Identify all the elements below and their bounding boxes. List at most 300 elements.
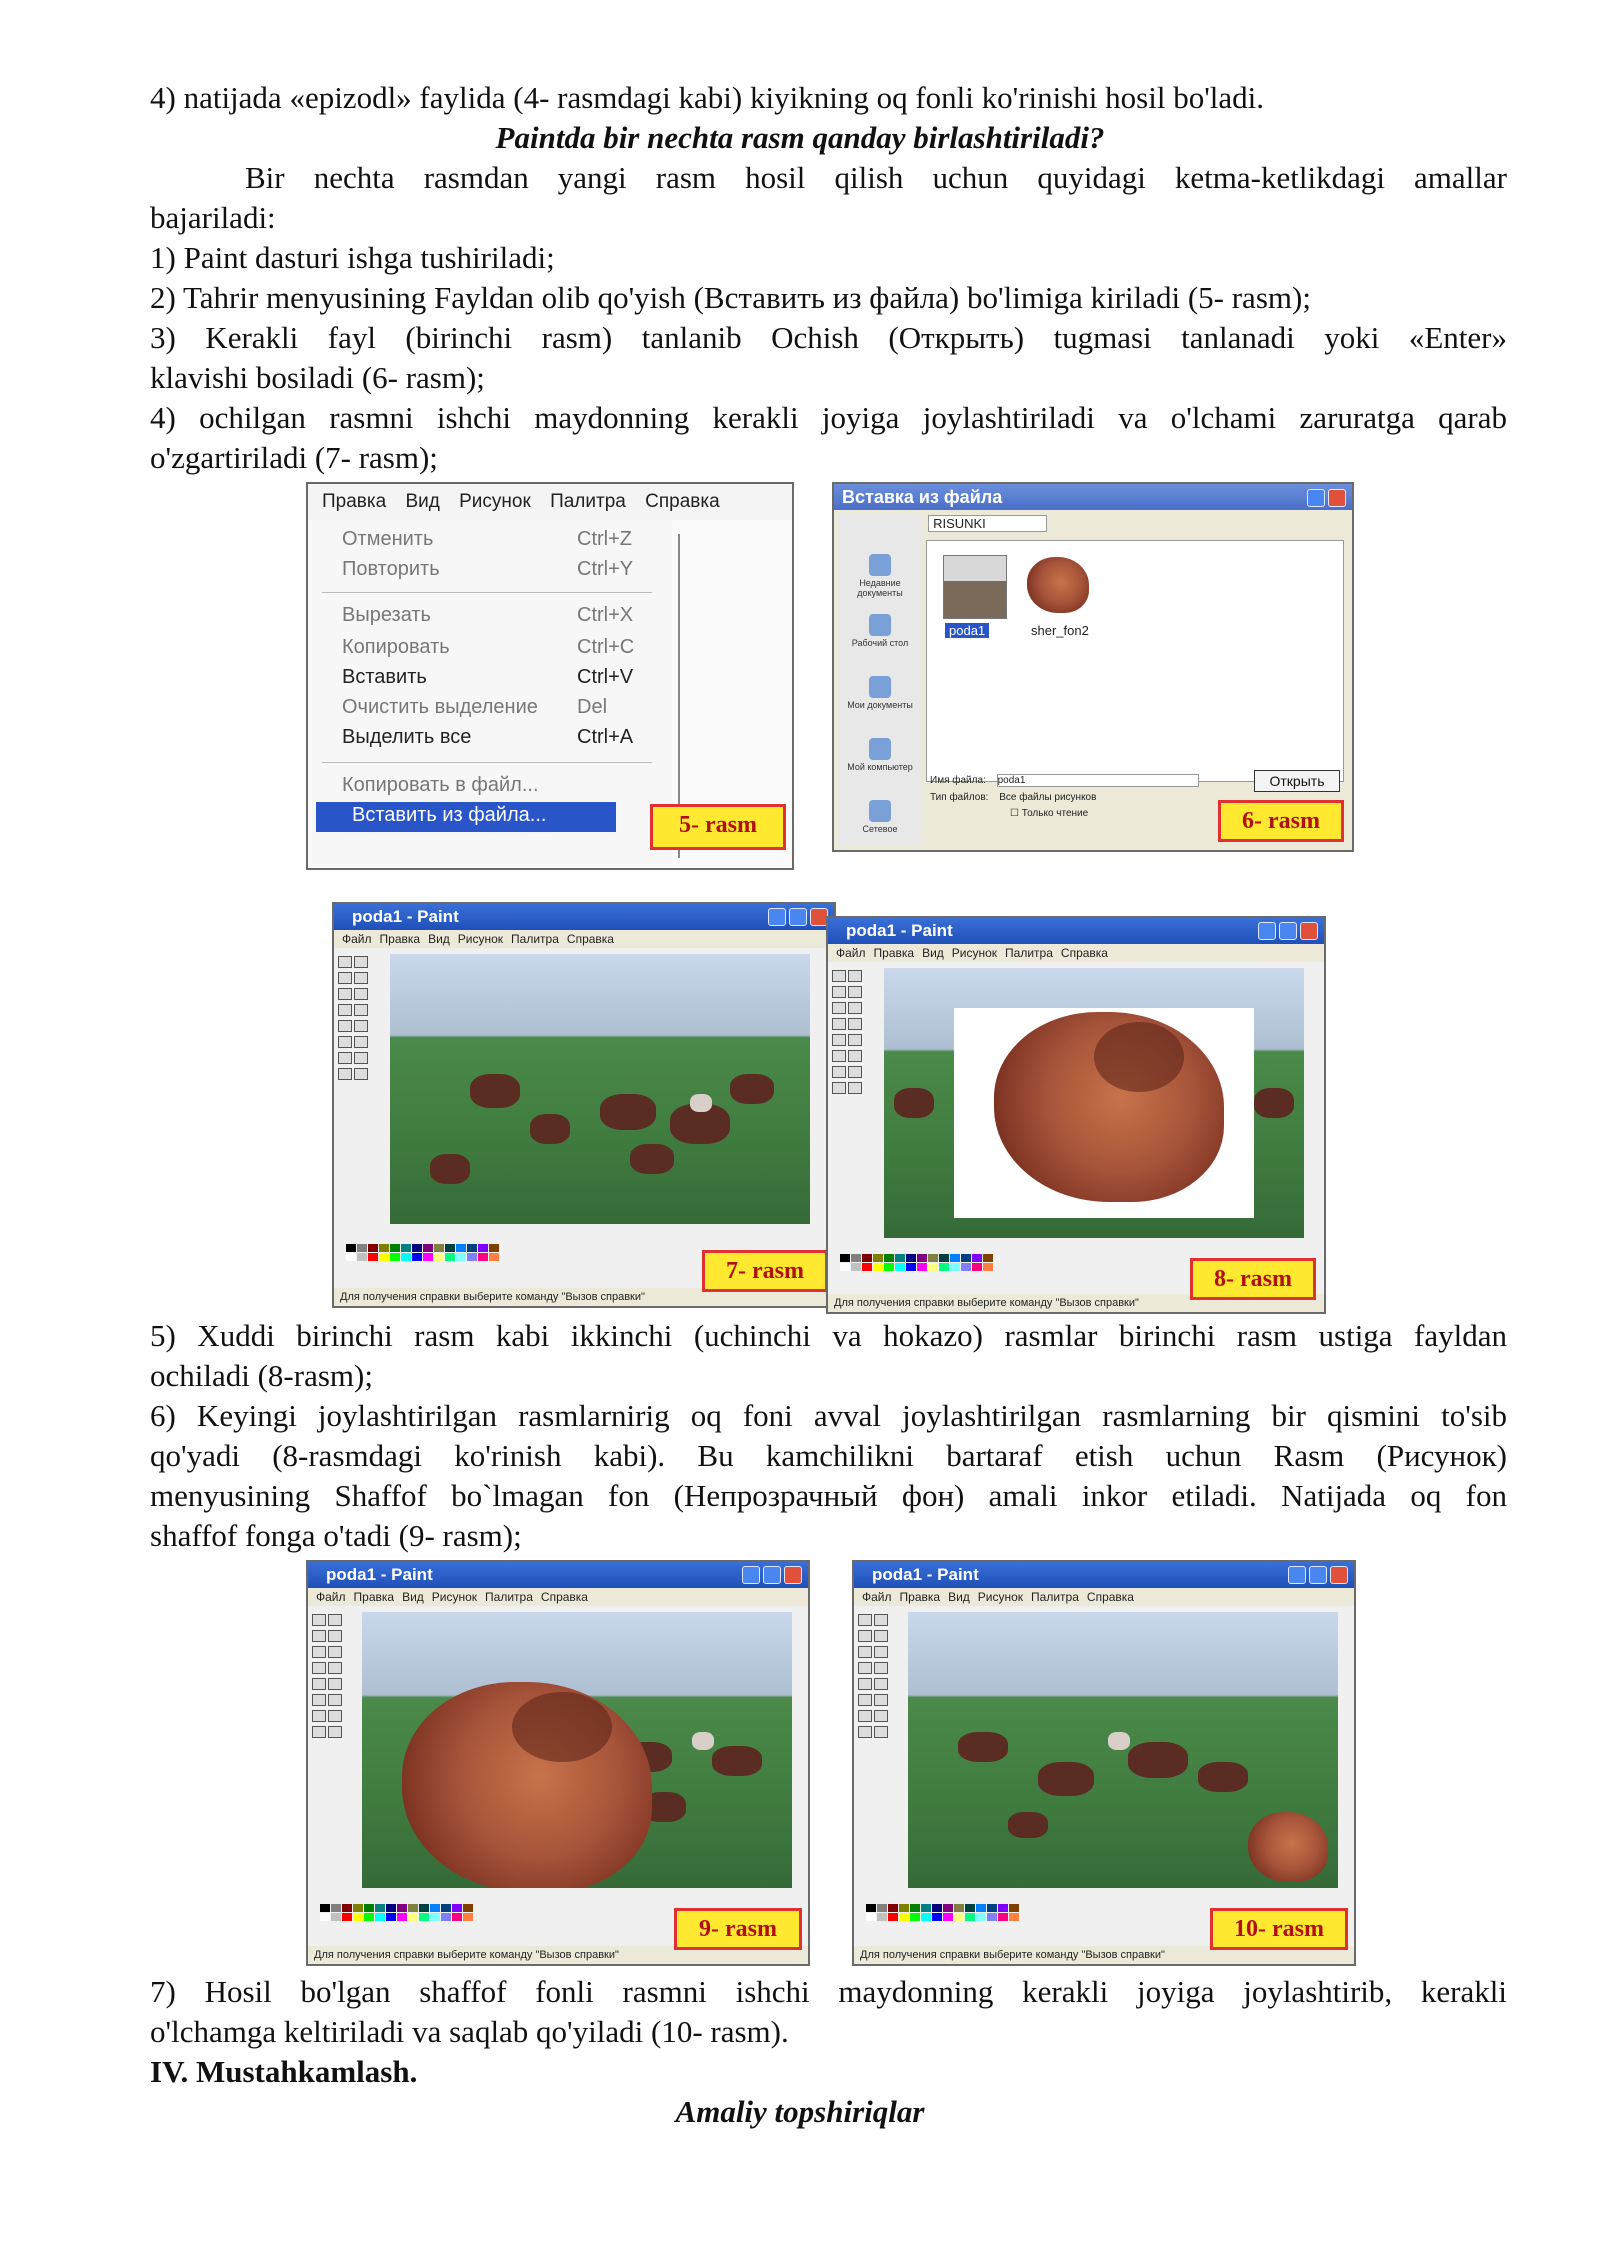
filetype-label: Тип файлов: (930, 792, 989, 803)
color-palette[interactable] (840, 1254, 993, 1271)
palette-swatch[interactable] (452, 1904, 462, 1912)
menu-item-shortcut: Del (577, 696, 608, 718)
curve-icon[interactable] (848, 1050, 862, 1062)
menu-separator (322, 592, 652, 593)
palette-swatch[interactable] (910, 1904, 920, 1912)
canvas-lion-transparent[interactable] (362, 1612, 792, 1888)
palette-swatch[interactable] (401, 1253, 411, 1261)
menu-image[interactable]: Рисунок (431, 1590, 478, 1604)
rounded-rect-icon[interactable] (874, 1726, 888, 1738)
edit-dropdown (312, 520, 672, 864)
menu-item-redo[interactable] (342, 558, 634, 581)
palette-swatch[interactable] (910, 1913, 920, 1921)
color-palette[interactable] (320, 1904, 473, 1921)
menu-edit[interactable]: Правка (379, 932, 421, 946)
rectangle-icon[interactable] (832, 1066, 846, 1078)
palette-swatch[interactable] (983, 1254, 993, 1262)
network-icon (869, 800, 891, 822)
step-2: 2) Tahrir menyusining Fayldan olib qo'yish (Вставить из файла) bo'limiga kiriladi (5- rasm); (150, 280, 1311, 315)
airbrush-icon[interactable] (858, 1678, 872, 1690)
my-computer-icon (869, 738, 891, 760)
menu-image[interactable]: Рисунок (459, 491, 531, 512)
palette-swatch[interactable] (866, 1913, 876, 1921)
palette-swatch[interactable] (899, 1913, 909, 1921)
step-7-line-2: o'lchamga keltiriladi va saqlab qo'yiladi (10- rasm). (150, 2014, 789, 2049)
close-icon[interactable] (1300, 922, 1318, 940)
palette-swatch[interactable] (1009, 1904, 1019, 1912)
pencil-icon[interactable] (312, 1662, 326, 1674)
menu-file[interactable]: Файл (836, 946, 866, 960)
palette-swatch[interactable] (423, 1244, 433, 1252)
palette-swatch[interactable] (375, 1904, 385, 1912)
minimize-icon[interactable] (768, 908, 786, 926)
palette-swatch[interactable] (888, 1913, 898, 1921)
menu-view[interactable]: Вид (948, 1590, 970, 1604)
menubar (308, 1588, 808, 1606)
rect-select-icon[interactable] (874, 1614, 888, 1626)
palette-swatch[interactable] (961, 1254, 971, 1262)
palette-swatch[interactable] (463, 1913, 473, 1921)
eraser-icon[interactable] (312, 1630, 326, 1642)
menu-image[interactable]: Рисунок (951, 946, 998, 960)
palette-swatch[interactable] (987, 1913, 997, 1921)
menu-item-copy[interactable] (342, 636, 635, 659)
menu-item-undo[interactable] (342, 528, 632, 551)
close-icon[interactable] (784, 1566, 802, 1584)
eraser-icon[interactable] (858, 1630, 872, 1642)
palette-swatch[interactable] (412, 1253, 422, 1261)
lion-image-small (1248, 1812, 1328, 1882)
palette-swatch[interactable] (357, 1244, 367, 1252)
curve-icon[interactable] (328, 1694, 342, 1706)
menu-item-select-all[interactable] (342, 726, 634, 749)
window-title: poda1 - Paint (828, 918, 1324, 944)
lion-image (402, 1682, 652, 1888)
figure-caption: 5- rasm (650, 804, 786, 850)
line-icon[interactable] (312, 1694, 326, 1706)
picker-icon[interactable] (338, 988, 352, 1000)
palette-swatch[interactable] (379, 1253, 389, 1261)
palette-swatch[interactable] (943, 1913, 953, 1921)
brush-icon[interactable] (874, 1662, 888, 1674)
open-button[interactable]: Открыть (1254, 770, 1340, 792)
status-bar: Для получения справки выберите команду "Вызов справки" (334, 1288, 834, 1306)
palette-swatch[interactable] (877, 1904, 887, 1912)
menu-help[interactable]: Справка (566, 932, 614, 946)
palette-swatch[interactable] (368, 1244, 378, 1252)
menu-edit[interactable]: Правка (322, 491, 387, 512)
curve-icon[interactable] (874, 1694, 888, 1706)
palette-swatch[interactable] (456, 1244, 466, 1252)
menu-item-shortcut: Ctrl+Z (577, 528, 632, 550)
palette-swatch[interactable] (976, 1904, 986, 1912)
menu-item-paste[interactable] (342, 666, 634, 689)
palette-swatch[interactable] (917, 1263, 927, 1271)
filetype-select[interactable]: Все файлы рисунков (999, 792, 1097, 803)
polygon-icon[interactable] (848, 1066, 862, 1078)
palette-swatch[interactable] (368, 1253, 378, 1261)
menu-view[interactable]: Вид (922, 946, 944, 960)
palette-swatch[interactable] (932, 1913, 942, 1921)
palette-swatch[interactable] (331, 1904, 341, 1912)
airbrush-icon[interactable] (312, 1678, 326, 1690)
close-icon[interactable] (1330, 1566, 1348, 1584)
menu-file[interactable]: Файл (342, 932, 372, 946)
menu-colors[interactable]: Палитра (511, 932, 559, 946)
ellipse-icon[interactable] (858, 1726, 872, 1738)
text-icon[interactable] (354, 1020, 368, 1032)
file-name-sher-fon2[interactable]: sher_fon2 (1031, 623, 1089, 638)
menu-help[interactable]: Справка (645, 491, 720, 512)
rectangle-icon[interactable] (338, 1052, 352, 1064)
palette-swatch[interactable] (353, 1913, 363, 1921)
palette-swatch[interactable] (397, 1913, 407, 1921)
palette-swatch[interactable] (917, 1254, 927, 1262)
palette-swatch[interactable] (895, 1254, 905, 1262)
menu-item-shortcut: Ctrl+X (577, 604, 634, 626)
rounded-rect-icon[interactable] (354, 1068, 368, 1080)
palette-swatch[interactable] (423, 1253, 433, 1261)
palette-swatch[interactable] (412, 1244, 422, 1252)
eraser-icon[interactable] (832, 986, 846, 998)
text-icon[interactable] (874, 1678, 888, 1690)
menu-image[interactable]: Рисунок (457, 932, 504, 946)
pencil-icon[interactable] (858, 1662, 872, 1674)
rect-select-icon[interactable] (354, 956, 368, 968)
brush-icon[interactable] (354, 1004, 368, 1016)
menu-item-shortcut: Ctrl+V (577, 666, 634, 688)
palette-swatch[interactable] (430, 1913, 440, 1921)
rect-select-icon[interactable] (848, 970, 862, 982)
place-desktop[interactable]: Рабочий стол (838, 614, 922, 648)
menu-item-copy-to-file[interactable] (342, 774, 539, 797)
section-heading-practical-tasks: Amaliy topshiriqlar (675, 2094, 925, 2129)
line-icon[interactable] (832, 1050, 846, 1062)
figure-caption: 9- rasm (674, 1908, 802, 1950)
lion-image (994, 1012, 1224, 1202)
ellipse-icon[interactable] (832, 1082, 846, 1094)
palette-swatch[interactable] (346, 1244, 356, 1252)
status-bar: Для получения справки выберите команду "Вызов справки" (854, 1946, 1354, 1964)
palette-swatch[interactable] (939, 1254, 949, 1262)
palette-swatch[interactable] (939, 1263, 949, 1271)
palette-swatch[interactable] (851, 1263, 861, 1271)
curve-icon[interactable] (354, 1036, 368, 1048)
menu-edit[interactable]: Правка (873, 946, 915, 960)
palette-swatch[interactable] (467, 1253, 477, 1261)
brush-icon[interactable] (328, 1662, 342, 1674)
section-heading-reinforcement: IV. Mustahkamlash. (150, 2054, 418, 2089)
file-thumbnail-sher-fon2[interactable] (1027, 557, 1089, 613)
palette-swatch[interactable] (972, 1254, 982, 1262)
palette-swatch[interactable] (899, 1904, 909, 1912)
palette-swatch[interactable] (434, 1244, 444, 1252)
close-icon[interactable] (1328, 489, 1346, 507)
palette-swatch[interactable] (419, 1913, 429, 1921)
palette-swatch[interactable] (456, 1253, 466, 1261)
palette-swatch[interactable] (873, 1263, 883, 1271)
fill-icon[interactable] (874, 1630, 888, 1642)
place-network[interactable]: Сетевое (838, 800, 922, 834)
palette-swatch[interactable] (390, 1244, 400, 1252)
magnifier-icon[interactable] (848, 1002, 862, 1014)
polygon-icon[interactable] (354, 1052, 368, 1064)
polygon-icon[interactable] (874, 1710, 888, 1722)
palette-swatch[interactable] (998, 1904, 1008, 1912)
magnifier-icon[interactable] (354, 988, 368, 1000)
menu-item-label: Вставить из файла... (352, 804, 547, 826)
palette-swatch[interactable] (331, 1913, 341, 1921)
palette-swatch[interactable] (884, 1254, 894, 1262)
palette-swatch[interactable] (346, 1253, 356, 1261)
figure-9-paint-window (306, 1560, 810, 1966)
palette-swatch[interactable] (972, 1263, 982, 1271)
palette-swatch[interactable] (397, 1904, 407, 1912)
text-icon[interactable] (848, 1034, 862, 1046)
step-7-line-1: 7) Hosil bo'lgan shaffof fonli rasmni ishchi maydonning kerakli joyiga joylashtirib, kerakli (150, 1974, 1507, 2009)
window-title: poda1 - Paint (334, 904, 834, 930)
color-palette[interactable] (346, 1244, 499, 1261)
pencil-icon[interactable] (832, 1018, 846, 1030)
palette-swatch[interactable] (401, 1244, 411, 1252)
palette-swatch[interactable] (943, 1904, 953, 1912)
places-bar (838, 514, 922, 846)
palette-swatch[interactable] (364, 1904, 374, 1912)
canvas-final-composition[interactable] (908, 1612, 1338, 1888)
file-list (926, 540, 1344, 782)
palette-swatch[interactable] (478, 1244, 488, 1252)
place-recent[interactable]: Недавние документы (838, 554, 922, 598)
figure-7-paint-window (332, 902, 836, 1308)
palette-swatch[interactable] (379, 1244, 389, 1252)
palette-swatch[interactable] (906, 1263, 916, 1271)
select-tool-icon[interactable] (858, 1614, 872, 1626)
palette-swatch[interactable] (862, 1254, 872, 1262)
maximize-icon[interactable] (1279, 922, 1297, 940)
menu-item-cut[interactable] (342, 604, 634, 627)
rounded-rect-icon[interactable] (328, 1726, 342, 1738)
paragraph-result: 4) natijada «epizodl» faylida (4- rasmdagi kabi) kiyikning oq fonli ko'rinishi hosil bo'ladi. (150, 80, 1265, 115)
palette-swatch[interactable] (983, 1263, 993, 1271)
palette-swatch[interactable] (888, 1904, 898, 1912)
menu-colors[interactable]: Палитра (550, 491, 626, 512)
palette-swatch[interactable] (998, 1913, 1008, 1921)
fill-icon[interactable] (354, 972, 368, 984)
place-my-computer[interactable]: Мой компьютер (838, 738, 922, 772)
palette-swatch[interactable] (866, 1904, 876, 1912)
pencil-icon[interactable] (338, 1004, 352, 1016)
palette-swatch[interactable] (353, 1904, 363, 1912)
palette-swatch[interactable] (928, 1254, 938, 1262)
palette-swatch[interactable] (463, 1904, 473, 1912)
menu-item-shortcut: Ctrl+Y (577, 558, 634, 580)
palette-swatch[interactable] (965, 1904, 975, 1912)
step-6-line-1: 6) Keyingi joylashtirilgan rasmlarnirig oq foni avval joylashtirilgan rasmlarning bir qismini to'sib (150, 1398, 1507, 1433)
place-my-documents[interactable]: Мои документы (838, 676, 922, 710)
menu-view[interactable]: Вид (402, 1590, 424, 1604)
palette-swatch[interactable] (445, 1253, 455, 1261)
fill-icon[interactable] (848, 986, 862, 998)
palette-swatch[interactable] (976, 1913, 986, 1921)
palette-swatch[interactable] (386, 1913, 396, 1921)
menu-image[interactable]: Рисунок (977, 1590, 1024, 1604)
palette-swatch[interactable] (364, 1913, 374, 1921)
maximize-icon[interactable] (1309, 1566, 1327, 1584)
menu-colors[interactable]: Палитра (485, 1590, 533, 1604)
palette-swatch[interactable] (342, 1913, 352, 1921)
toolbox (338, 956, 368, 1080)
menubar (828, 944, 1324, 962)
palette-swatch[interactable] (906, 1254, 916, 1262)
section-heading: Paintda bir nechta rasm qanday birlashtiriladi? (495, 120, 1105, 155)
step-4-line-2: o'zgartiriladi (7- rasm); (150, 440, 438, 475)
menu-file[interactable]: Файл (862, 1590, 892, 1604)
rounded-rect-icon[interactable] (848, 1082, 862, 1094)
menu-item-clear-selection[interactable] (342, 696, 608, 719)
select-tool-icon[interactable] (312, 1614, 326, 1626)
menu-help[interactable]: Справка (1086, 1590, 1134, 1604)
palette-swatch[interactable] (320, 1904, 330, 1912)
step-3-line-1: 3) Kerakli fayl (birinchi rasm) tanlanib Ochish (Открыть) tugmasi tanlanadi yoki «Enter» (150, 320, 1507, 355)
menu-view[interactable]: Вид (405, 491, 440, 512)
folder-select[interactable]: RISUNKI (928, 515, 1047, 532)
maximize-icon[interactable] (763, 1566, 781, 1584)
palette-swatch[interactable] (961, 1263, 971, 1271)
palette-swatch[interactable] (895, 1263, 905, 1271)
text-icon[interactable] (328, 1678, 342, 1690)
palette-swatch[interactable] (965, 1913, 975, 1921)
color-palette[interactable] (866, 1904, 1019, 1921)
palette-swatch[interactable] (441, 1904, 451, 1912)
palette-swatch[interactable] (478, 1253, 488, 1261)
ellipse-icon[interactable] (338, 1068, 352, 1080)
airbrush-icon[interactable] (338, 1020, 352, 1032)
step-6-line-4: shaffof fonga o'tadi (9- rasm); (150, 1518, 522, 1553)
menu-edit[interactable]: Правка (353, 1590, 395, 1604)
my-documents-icon (869, 676, 891, 698)
magnifier-icon[interactable] (874, 1646, 888, 1658)
palette-swatch[interactable] (921, 1904, 931, 1912)
menu-item-label: Копировать (342, 636, 450, 658)
menu-file[interactable]: Файл (316, 1590, 346, 1604)
menu-item-label: Выделить все (342, 726, 472, 748)
fill-icon[interactable] (328, 1630, 342, 1642)
window-title: poda1 - Paint (308, 1562, 808, 1588)
menu-view[interactable]: Вид (428, 932, 450, 946)
rectangle-icon[interactable] (312, 1710, 326, 1722)
palette-swatch[interactable] (884, 1263, 894, 1271)
palette-swatch[interactable] (932, 1904, 942, 1912)
menu-colors[interactable]: Палитра (1031, 1590, 1079, 1604)
palette-swatch[interactable] (862, 1263, 872, 1271)
palette-swatch[interactable] (954, 1904, 964, 1912)
palette-swatch[interactable] (851, 1254, 861, 1262)
rect-select-icon[interactable] (328, 1614, 342, 1626)
minimize-icon[interactable] (1258, 922, 1276, 940)
minimize-icon[interactable] (742, 1566, 760, 1584)
palette-swatch[interactable] (375, 1913, 385, 1921)
toolbox (832, 970, 862, 1094)
palette-swatch[interactable] (1009, 1913, 1019, 1921)
palette-swatch[interactable] (430, 1904, 440, 1912)
palette-swatch[interactable] (357, 1253, 367, 1261)
menu-edit[interactable]: Правка (899, 1590, 941, 1604)
palette-swatch[interactable] (950, 1263, 960, 1271)
palette-swatch[interactable] (987, 1904, 997, 1912)
palette-swatch[interactable] (452, 1913, 462, 1921)
palette-swatch[interactable] (408, 1904, 418, 1912)
palette-swatch[interactable] (390, 1253, 400, 1261)
menu-colors[interactable]: Палитра (1005, 946, 1053, 960)
palette-swatch[interactable] (877, 1913, 887, 1921)
palette-swatch[interactable] (873, 1254, 883, 1262)
polygon-icon[interactable] (328, 1710, 342, 1722)
menu-item-shortcut: Ctrl+A (577, 726, 634, 748)
readonly-checkbox[interactable]: ☐ Только чтение (1010, 808, 1089, 819)
menu-help[interactable]: Справка (1060, 946, 1108, 960)
line-icon[interactable] (338, 1036, 352, 1048)
palette-swatch[interactable] (489, 1253, 499, 1261)
desktop-icon (869, 614, 891, 636)
select-tool-icon[interactable] (832, 970, 846, 982)
picker-icon[interactable] (312, 1646, 326, 1658)
line-icon[interactable] (858, 1694, 872, 1706)
picker-icon[interactable] (832, 1002, 846, 1014)
menu-item-shortcut: Ctrl+C (577, 636, 635, 658)
maximize-icon[interactable] (789, 908, 807, 926)
palette-swatch[interactable] (928, 1263, 938, 1271)
canvas-herd[interactable] (390, 954, 810, 1224)
step-3-line-2: klavishi bosiladi (6- rasm); (150, 360, 485, 395)
file-thumbnail-poda1[interactable] (943, 555, 1007, 619)
step-5-line-1: 5) Xuddi birinchi rasm kabi ikkinchi (uchinchi va hokazo) rasmlar birinchi rasm ustiga fayldan (150, 1318, 1507, 1353)
help-icon[interactable] (1307, 489, 1325, 507)
palette-swatch[interactable] (441, 1913, 451, 1921)
palette-swatch[interactable] (419, 1904, 429, 1912)
canvas-herd-lion[interactable] (884, 968, 1304, 1238)
airbrush-icon[interactable] (832, 1034, 846, 1046)
menubar (308, 484, 792, 520)
palette-swatch[interactable] (489, 1244, 499, 1252)
picker-icon[interactable] (858, 1646, 872, 1658)
magnifier-icon[interactable] (328, 1646, 342, 1658)
eraser-icon[interactable] (338, 972, 352, 984)
palette-swatch[interactable] (445, 1244, 455, 1252)
palette-swatch[interactable] (342, 1904, 352, 1912)
palette-swatch[interactable] (840, 1254, 850, 1262)
palette-swatch[interactable] (386, 1904, 396, 1912)
palette-swatch[interactable] (434, 1253, 444, 1261)
palette-swatch[interactable] (950, 1254, 960, 1262)
ellipse-icon[interactable] (312, 1726, 326, 1738)
palette-swatch[interactable] (320, 1913, 330, 1921)
file-name-poda1[interactable]: poda1 (945, 623, 989, 638)
brush-icon[interactable] (848, 1018, 862, 1030)
filetype-row (930, 792, 1096, 803)
filename-input[interactable]: poda1 (997, 774, 1199, 787)
minimize-icon[interactable] (1288, 1566, 1306, 1584)
rectangle-icon[interactable] (858, 1710, 872, 1722)
select-tool-icon[interactable] (338, 956, 352, 968)
figure-caption: 6- rasm (1218, 800, 1344, 842)
palette-swatch[interactable] (467, 1244, 477, 1252)
menu-item-paste-from-file[interactable] (352, 804, 546, 827)
palette-swatch[interactable] (840, 1263, 850, 1271)
palette-swatch[interactable] (408, 1913, 418, 1921)
palette-swatch[interactable] (921, 1913, 931, 1921)
menu-help[interactable]: Справка (540, 1590, 588, 1604)
palette-swatch[interactable] (954, 1913, 964, 1921)
